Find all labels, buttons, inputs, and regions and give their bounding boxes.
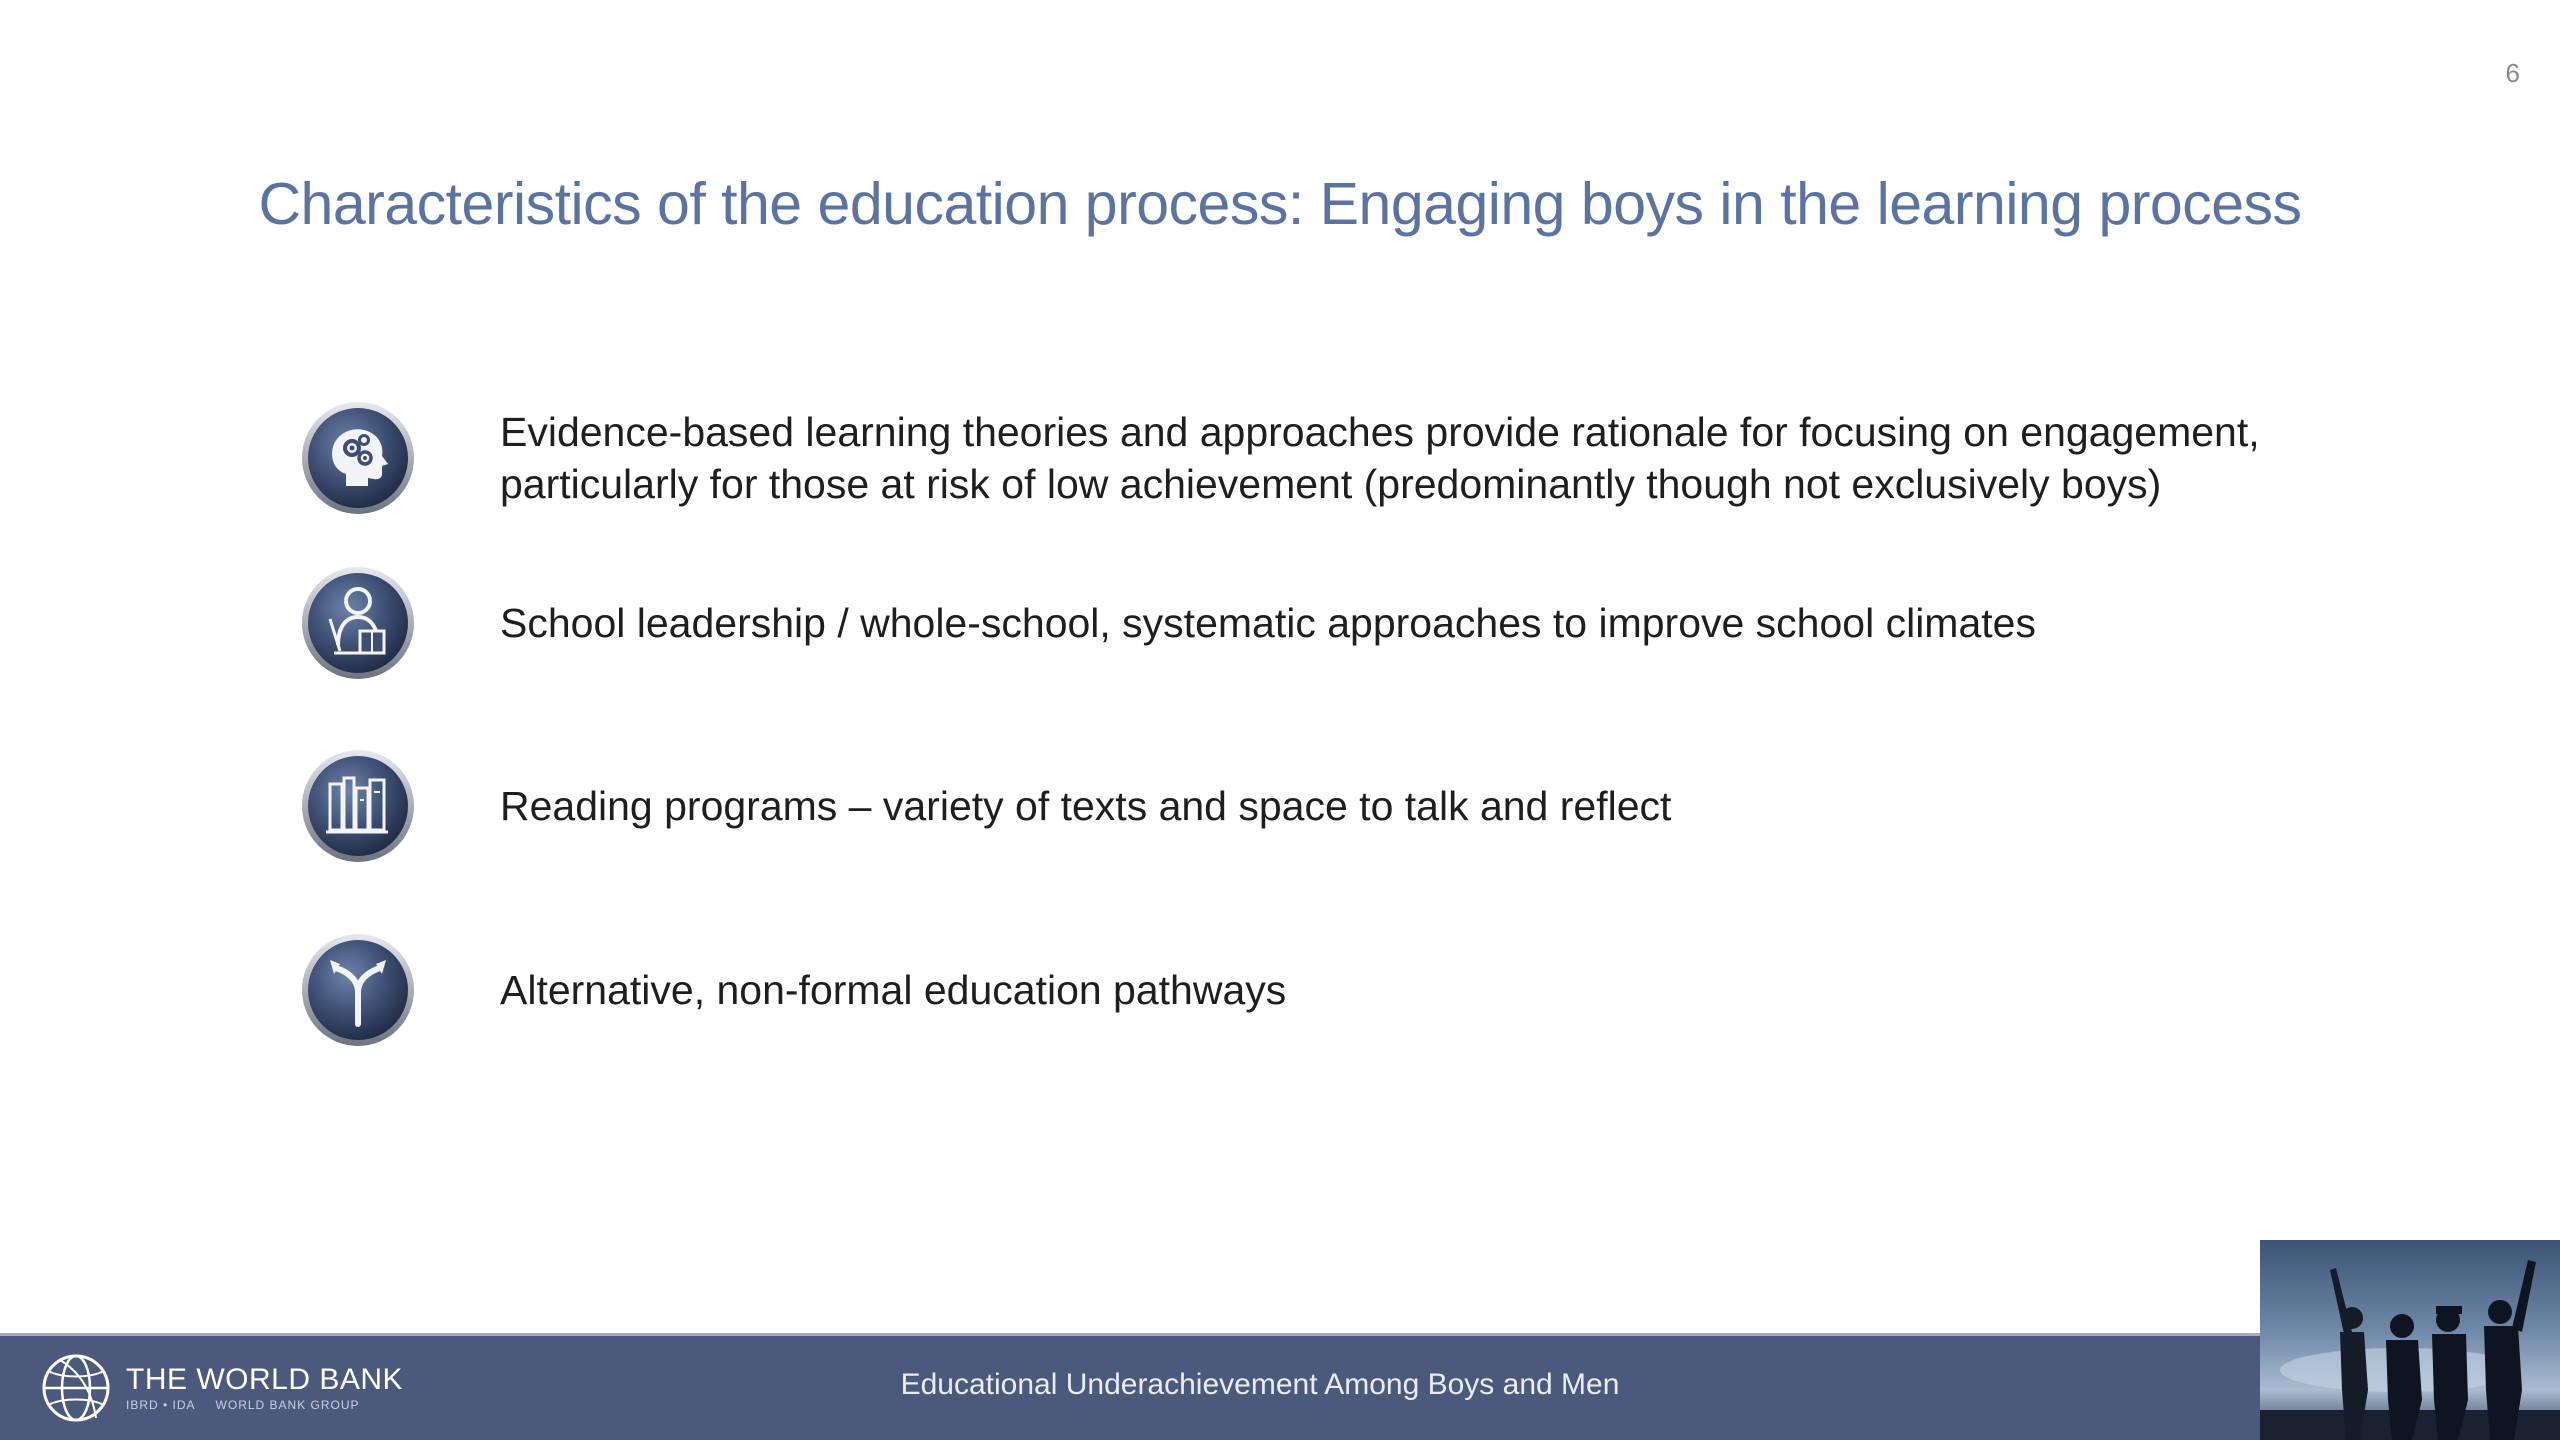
- org-name: THE WORLD BANK: [126, 1363, 404, 1396]
- footer-bar: [0, 1333, 2262, 1440]
- bullet-text: [500, 406, 2260, 510]
- bullet-line: Reading programs – variety of texts and space to talk and reflect: [500, 783, 1672, 829]
- boys-silhouette-photo: [2260, 1240, 2560, 1440]
- head-gears-icon: [300, 400, 416, 516]
- bullet-text: [500, 964, 1286, 1016]
- books-icon: [300, 748, 416, 864]
- footer-caption: Educational Underachievement Among Boys and Men: [900, 1368, 1620, 1401]
- bullet-line: Evidence-based learning theories and approaches provide rationale for focusing on engagement,: [500, 409, 2260, 455]
- bullet-line: particularly for those at risk of low achievement (predominantly though not exclusively boys): [500, 461, 2162, 507]
- bullet-line: School leadership / whole-school, systematic approaches to improve school climates: [500, 600, 2036, 646]
- org-sub-left: IBRD • IDA: [126, 1398, 196, 1412]
- bullet-item: [300, 748, 2340, 864]
- org-sub-right: WORLD BANK GROUP: [215, 1398, 360, 1412]
- bullet-item: [300, 932, 2340, 1048]
- bullet-text: [500, 780, 1671, 832]
- bullet-item: [300, 565, 2340, 681]
- teacher-icon: [300, 565, 416, 681]
- page-number: 6: [2505, 58, 2520, 88]
- split-path-icon: [300, 932, 416, 1048]
- bullet-line: Alternative, non-formal education pathways: [500, 967, 1287, 1013]
- bullet-item: [300, 400, 2340, 516]
- bullet-text: [500, 597, 2036, 649]
- slide-title: Characteristics of the education process: Engaging boys in the learning process: [258, 171, 2302, 237]
